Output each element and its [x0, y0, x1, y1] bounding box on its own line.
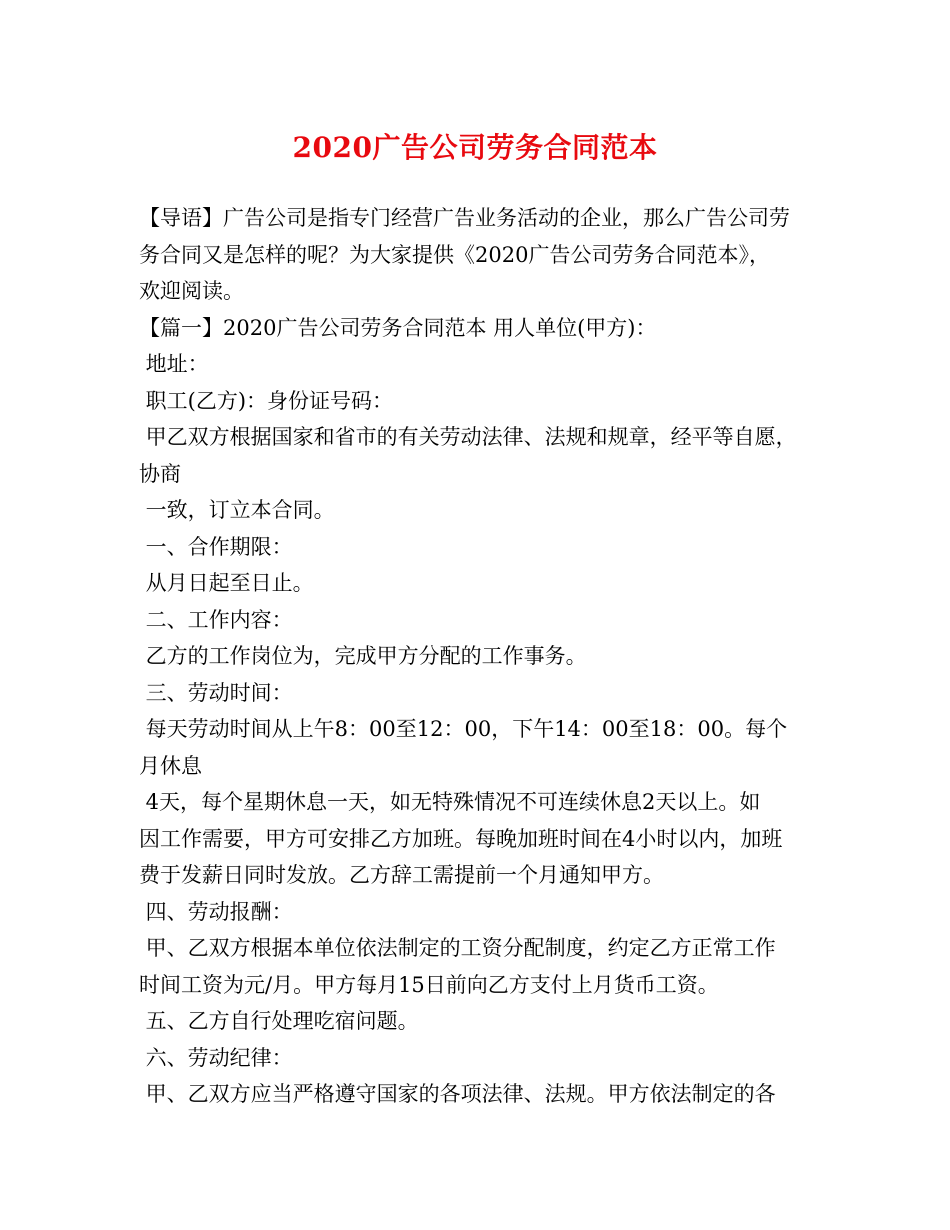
body-line: 时间工资为元/月。甲方每月15日前向乙方支付上月货币工资。	[139, 972, 719, 997]
body-line: 四、劳动报酬：	[139, 899, 293, 924]
body-line: 甲乙双方根据国家和省市的有关劳动法律、法规和规章，经平等自愿，	[139, 425, 797, 449]
body-line: 六、劳动纪律：	[139, 1045, 293, 1070]
body-line: 五、乙方自行处理吃宿问题。	[139, 1009, 419, 1033]
body-line: 从月日起至日止。	[139, 571, 314, 595]
document-title: 2020广告公司劳务合同范本	[292, 131, 658, 164]
body-line: 甲、乙双方应当严格遵守国家的各项法律、法规。甲方依法制定的各	[139, 1082, 776, 1106]
body-line: 二、工作内容：	[139, 607, 293, 632]
body-line: 三、劳动时间：	[139, 680, 293, 705]
body-line: 【篇一】2020广告公司劳务合同范本 用人单位(甲方)：	[139, 315, 657, 340]
body-line: 每天劳动时间从上午8：00至12：00，下午14：00至18：00。每个	[139, 717, 788, 741]
body-line: 因工作需要，甲方可安排乙方加班。每晚加班时间在4小时以内，加班	[139, 826, 783, 851]
body-line: 协商	[139, 461, 181, 486]
body-line: 费于发薪日同时发放。乙方辞工需提前一个月通知甲方。	[139, 863, 664, 887]
body-line: 一、合作期限：	[139, 534, 293, 559]
body-line: 欢迎阅读。	[139, 279, 244, 303]
body-line: 甲、乙双方根据本单位依法制定的工资分配制度，约定乙方正常工作	[139, 936, 776, 960]
document-body	[139, 200, 839, 1113]
body-line: 一致，订立本合同。	[139, 498, 335, 522]
body-line: 【导语】广告公司是指专门经营广告业务活动的企业，那么广告公司劳	[139, 206, 790, 230]
body-line: 职工(乙方)：身份证号码：	[139, 388, 394, 413]
body-line: 务合同又是怎样的呢？为大家提供《2020广告公司劳务合同范本》，	[139, 242, 770, 267]
body-line: 地址：	[139, 352, 209, 376]
body-line: 乙方的工作岗位为，完成甲方分配的工作事务。	[139, 644, 587, 668]
body-line: 4天，每个星期休息一天，如无特殊情况不可连续休息2天以上。如	[139, 790, 761, 814]
body-line: 月休息	[139, 753, 202, 778]
